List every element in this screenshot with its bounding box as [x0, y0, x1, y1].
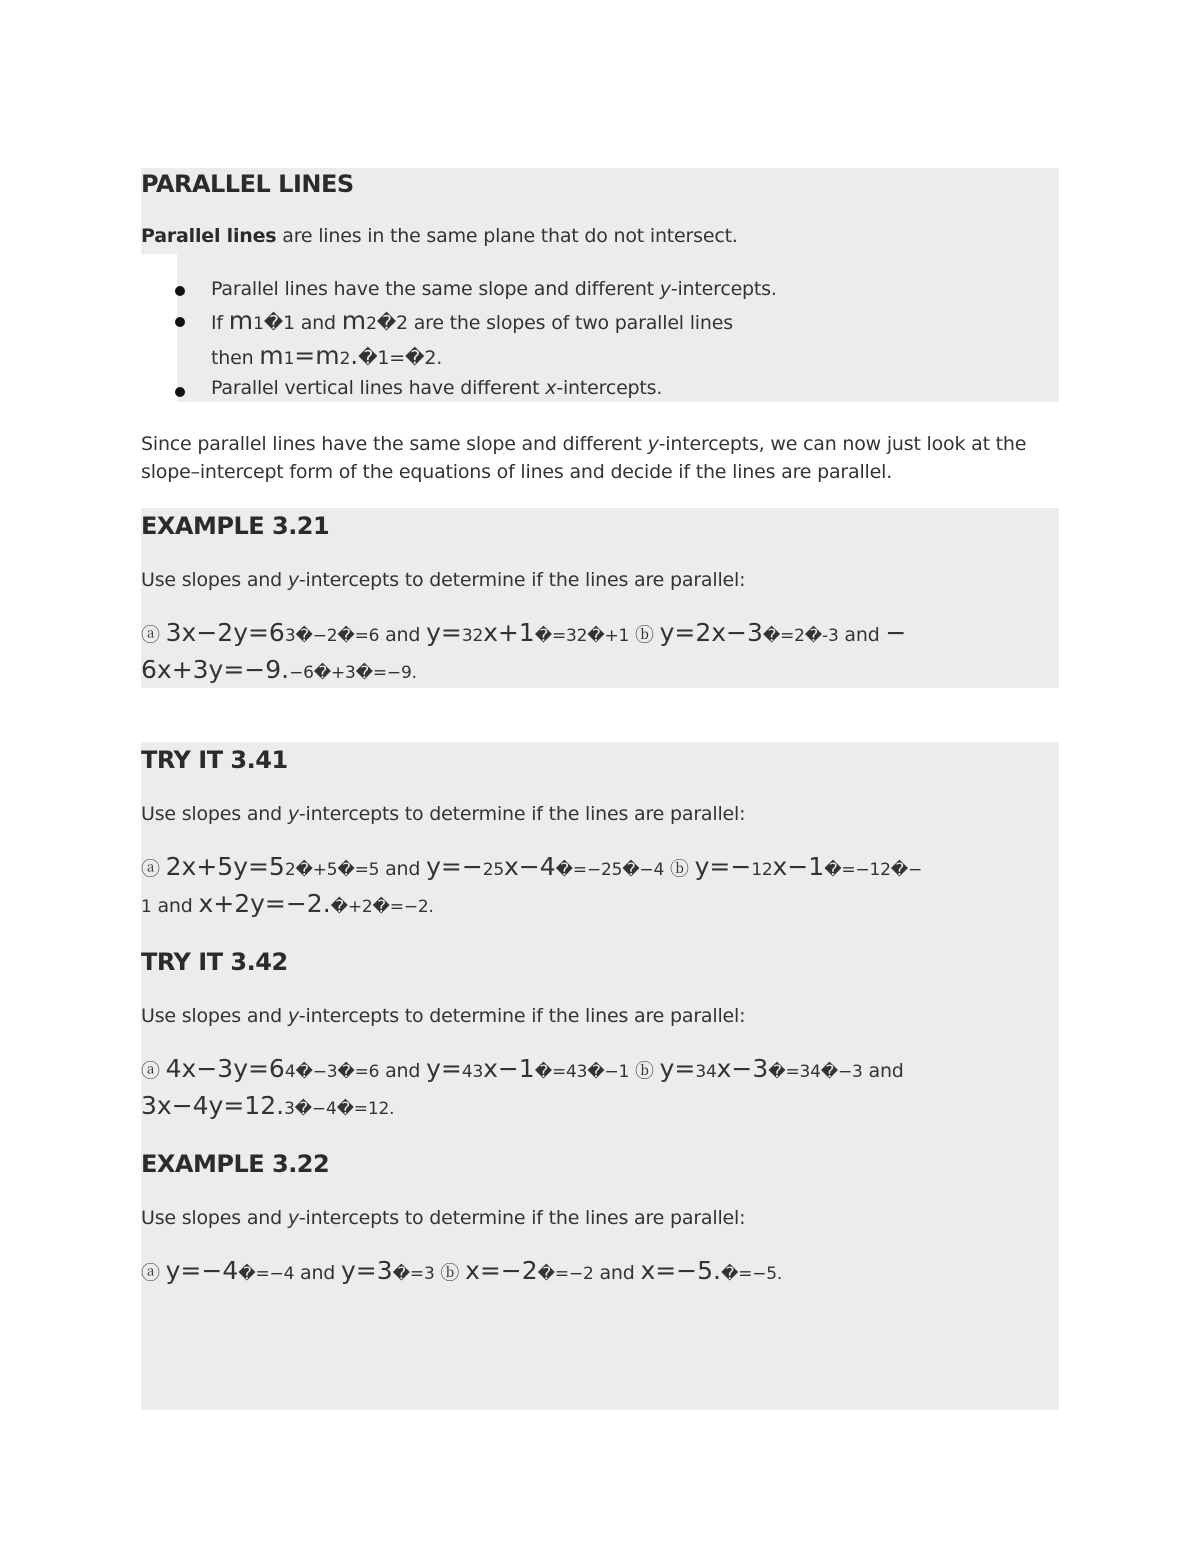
page-title: PARALLEL LINES: [141, 170, 354, 198]
list-item: Parallel vertical lines have different x-intercepts.: [141, 375, 1059, 402]
try-it-heading: TRY IT 3.42: [141, 948, 288, 976]
example-problems: ⓐ 3x−2y=63�−2�=6 and y=32x+1�=32�+1 ⓑ y=2x−3�=2�-3 and − 6x+3y=−9.−6�+3�=−9.: [141, 618, 907, 684]
try-it-heading: TRY IT 3.41: [141, 746, 288, 774]
example-3-21-block: [141, 508, 1059, 688]
since-paragraph: Since parallel lines have the same slope and different y-intercepts, we can now just look at the slope–intercept form of the equations of lines and decide if the lines are parallel.: [141, 433, 1027, 483]
try-it-problems: ⓐ 4x−3y=64�−3�=6 and y=43x−1�=43�−1 ⓑ y=34x−3�=34�−3 and 3x−4y=12.3�−4�=12.: [141, 1054, 904, 1120]
definition-block: [141, 168, 1059, 402]
example-prompt: Use slopes and y-intercepts to determine if the lines are parallel:: [141, 1207, 746, 1229]
example-heading: EXAMPLE 3.21: [141, 512, 330, 540]
list-item: Parallel lines have the same slope and different y-intercepts.: [141, 274, 1059, 305]
practice-block: [141, 742, 1059, 1410]
document-page: [141, 168, 1059, 1410]
try-it-prompt: Use slopes and y-intercepts to determine if the lines are parallel:: [141, 803, 746, 825]
example-prompt: Use slopes and y-intercepts to determine if the lines are parallel:: [141, 569, 746, 591]
example-heading: EXAMPLE 3.22: [141, 1150, 330, 1178]
properties-list: [141, 274, 1059, 402]
example-problems: ⓐ y=−4�=−4 and y=3�=3 ⓑ x=−2�=−2 and x=−5.�=−5.: [141, 1256, 783, 1285]
try-it-prompt: Use slopes and y-intercepts to determine if the lines are parallel:: [141, 1005, 746, 1027]
definition-text: Parallel lines are lines in the same plane that do not intersect.: [141, 225, 738, 247]
definition-term: Parallel lines: [141, 225, 277, 247]
try-it-problems: ⓐ 2x+5y=52�+5�=5 and y=−25x−4�=−25�−4 ⓑ y=−12x−1�=−12�− 1 and x+2y=−2.�+2�=−2.: [141, 852, 923, 918]
list-item: If m1�1 and m2�2 are the slopes of two parallel lines then m1=m2.�1=�2.: [141, 305, 1059, 375]
